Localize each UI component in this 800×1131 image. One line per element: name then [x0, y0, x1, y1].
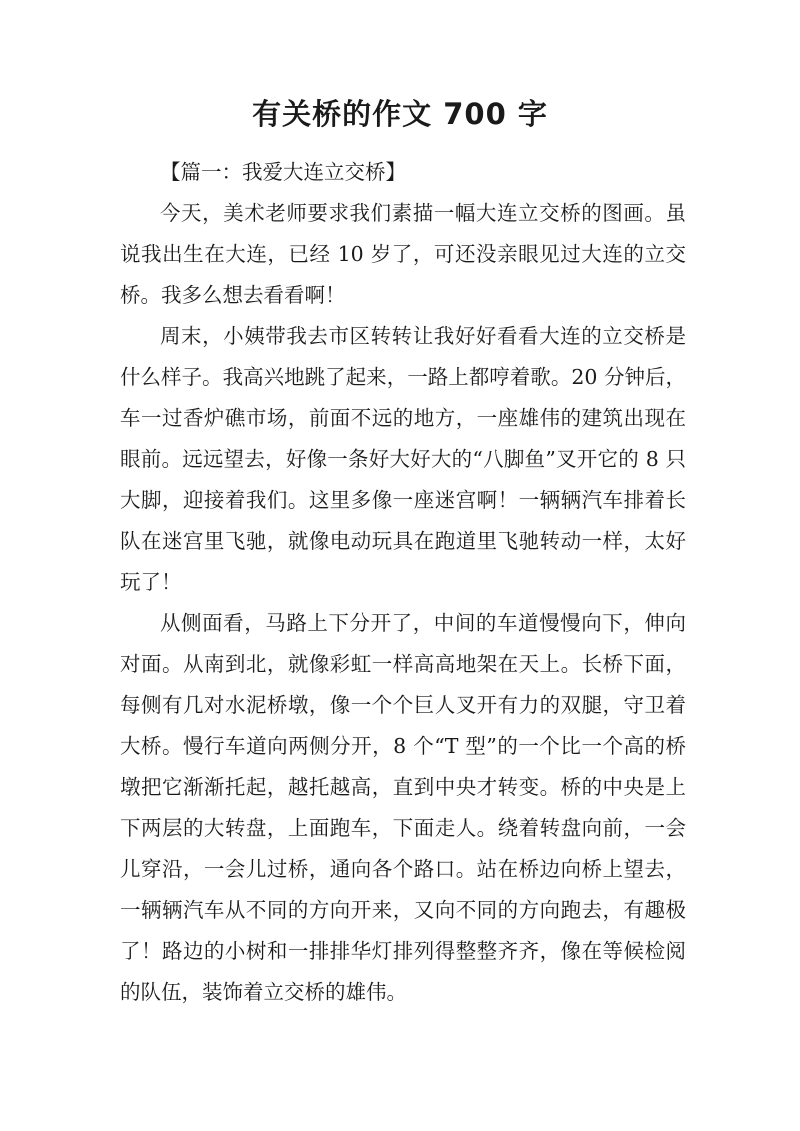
- paragraph-2: 周末，小姨带我去市区转转让我好好看看大连的立交桥是什么样子。我高兴地跳了起来，一路上都哼着歌。20 分钟后，车一过香炉礁市场，前面不远的地方，一座雄伟的建筑出现在眼前。远远望去，好像一条好大好大的“八脚鱼”叉开它的 8 只大脚，迎接着我们。这里多像一座迷宫啊！一辆辆汽车排着长队在迷宫里飞驰，就像电动玩具在跑道里飞驰转动一样，太好玩了！: [120, 324, 686, 594]
- paragraph-1: 今天，美术老师要求我们素描一幅大连立交桥的图画。虽说我出生在大连，已经 10 岁了，可还没亲眼见过大连的立交桥。我多么想去看看啊！: [120, 201, 686, 307]
- section-heading: 【篇一：我爱大连立交桥】: [160, 160, 406, 184]
- document-body: [120, 152, 686, 1013]
- paragraph-3: 从侧面看，马路上下分开了，中间的车道慢慢向下，伸向对面。从南到北，就像彩虹一样高高地架在天上。长桥下面，每侧有几对水泥桥墩，像一个个巨人叉开有力的双腿，守卫着大桥。慢行车道向两侧分开，8 个“T 型”的一个比一个高的桥墩把它渐渐托起，越托越高，直到中央才转变。桥的中央是上下两层的大转盘，上面跑车，下面走人。绕着转盘向前，一会儿穿沿，一会儿过桥，通向各个路口。站在桥边向桥上望去，一辆辆汽车从不同的方向开来，又向不同的方向跑去，有趣极了！路边的小树和一排排华灯排列得整整齐齐，像在等候检阅的队伍，装饰着立交桥的雄伟。: [120, 611, 686, 1004]
- document-title: 有关桥的作文 700 字: [252, 97, 548, 131]
